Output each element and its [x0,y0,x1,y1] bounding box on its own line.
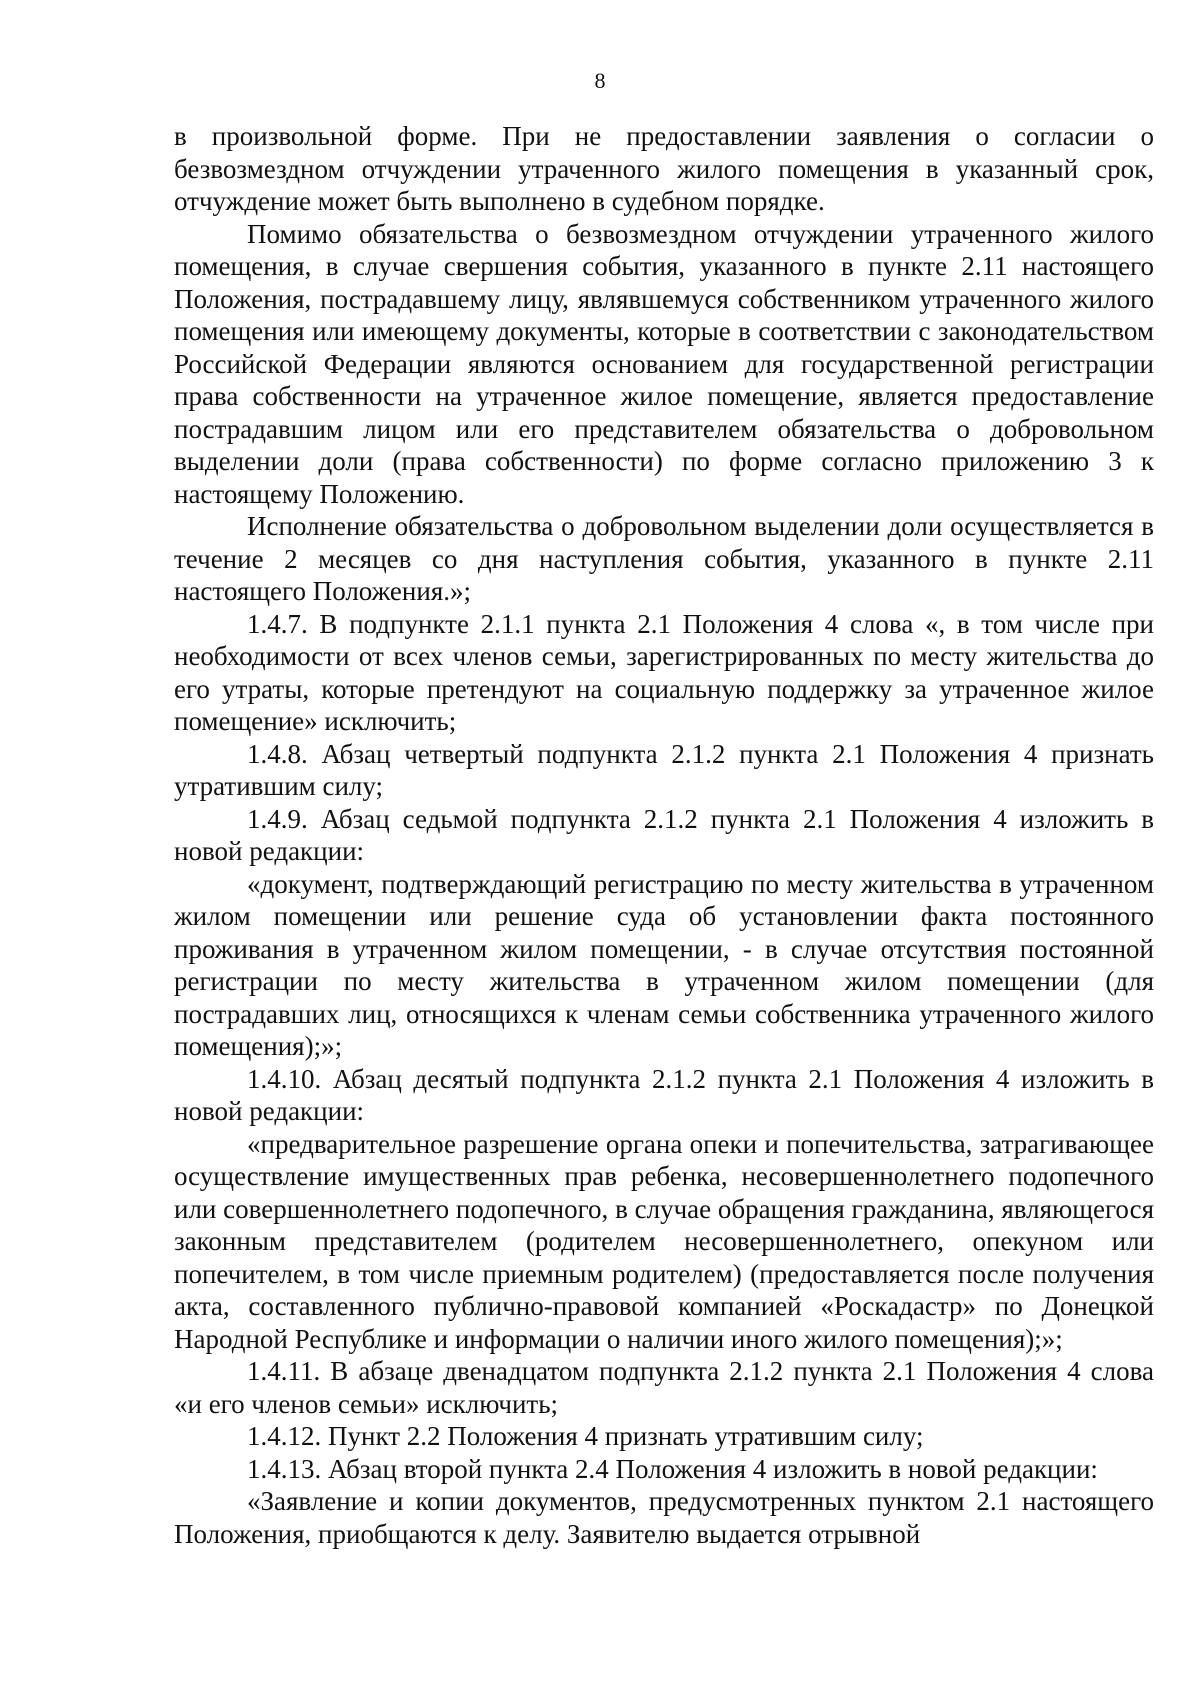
paragraph: «документ, подтверждающий регистрацию по месту жительства в утраченном жилом помещении или решение суда об установлении факта постоянного проживания в утраченном жилом помещении, - в случае отсутствия постоянной регистрации по месту жительства в утраченном жилом помещении (для пострадавших лиц, относящихся к членам семьи собственника утраченного жилого помещения);»; [174,868,1154,1061]
paragraph: Помимо обязательства о безвозмездном отчуждении утраченного жилого помещения, в случае свершения события, указанного в пункте 2.11 настоящего Положения, пострадавшему лицу, являвшемуся собственником утраченного жилого помещения или имеющему документы, которые в соответствии с законодательством Российской Федерации являются основанием для государственной регистрации права собственности на утраченное жилое помещение, является предоставление пострадавшим лицом или его представителем обязательства о добровольном выделении доли (права собственности) по форме согласно приложению 3 к настоящему Положению. [174,218,1154,509]
page-number: 8 [594,68,606,93]
document-body [174,120,1154,1550]
paragraph: 1.4.8. Абзац четвертый подпункта 2.1.2 пункта 2.1 Положения 4 признать утратившим силу; [174,738,1154,801]
paragraph: Исполнение обязательства о добровольном выделении доли осуществляется в течение 2 месяцев со дня наступления события, указанного в пункте 2.11 настоящего Положения.»; [174,511,1154,606]
paragraph: 1.4.10. Абзац десятый подпункта 2.1.2 пункта 2.1 Положения 4 изложить в новой редакции: [174,1063,1154,1126]
paragraph: 1.4.7. В подпункте 2.1.1 пункта 2.1 Положения 4 слова «, в том числе при необходимости от всех членов семьи, зарегистрированных по месту жительства до его утраты, которые претендуют на социальную поддержку за утраченное жилое помещение» исключить; [174,608,1154,736]
paragraph: 1.4.11. В абзаце двенадцатом подпункта 2.1.2 пункта 2.1 Положения 4 слова «и его членов семьи» исключить; [174,1356,1154,1419]
paragraph: 1.4.9. Абзац седьмой подпункта 2.1.2 пункта 2.1 Положения 4 изложить в новой редакции: [174,803,1154,866]
paragraph: в произвольной форме. При не предоставлении заявления о согласии о безвозмездном отчуждении утраченного жилого помещения в указанный срок, отчуждение может быть выполнено в судебном порядке. [174,121,1154,216]
paragraph: 1.4.13. Абзац второй пункта 2.4 Положения 4 изложить в новой редакции: [247,1453,1098,1484]
paragraph: «Заявление и копии документов, предусмотренных пунктом 2.1 настоящего Положения, приобщаются к делу. Заявителю выдается отрывной [174,1486,1154,1549]
paragraph: 1.4.12. Пункт 2.2 Положения 4 признать утратившим силу; [247,1421,924,1451]
paragraph: «предварительное разрешение органа опеки и попечительства, затрагивающее осуществление имущественных прав ребенка, несовершеннолетнего подопечного или совершеннолетнего подопечного, в случае обращения гражданина, являющегося законным представителем (родителем несовершеннолетнего, опекуном или попечителем, в том числе приемным родителем) (предоставляется после получения акта, составленного публично-правовой компанией «Роскадастр» по Донецкой Народной Республике и информации о наличии иного жилого помещения);»; [174,1128,1154,1354]
